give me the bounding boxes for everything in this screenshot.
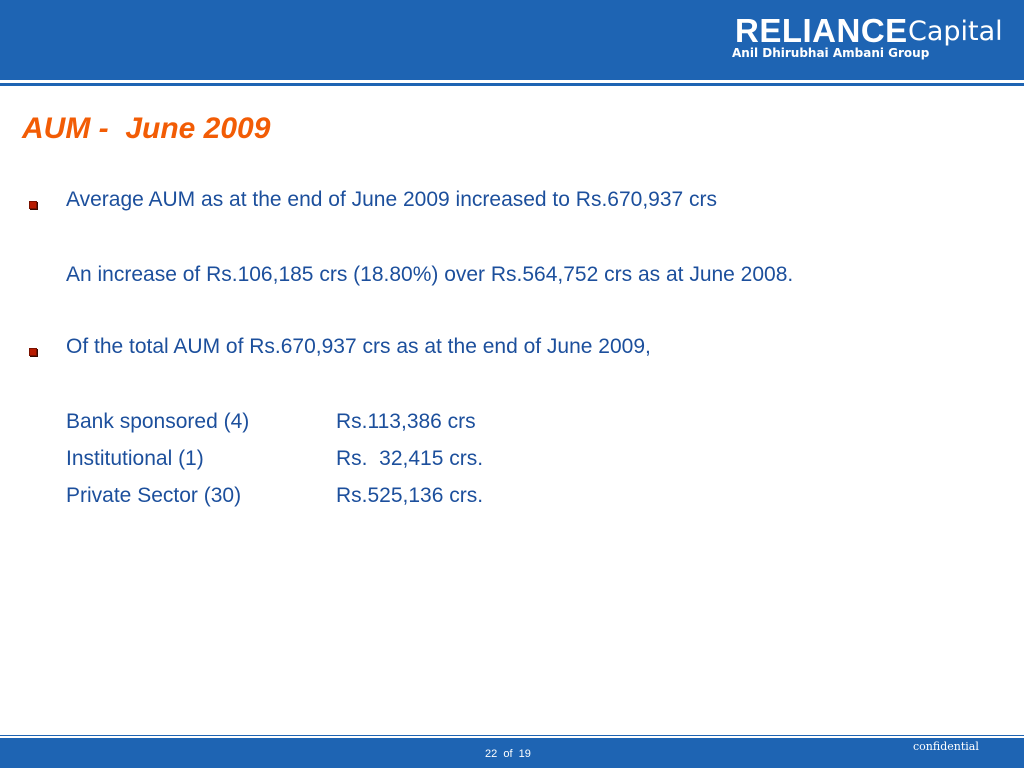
slide-title: AUM - June 2009 [22,112,271,145]
footer-divider [0,735,1024,736]
breakdown-value: Rs.113,386 crs [336,410,476,433]
bullet-subtext: An increase of Rs.106,185 crs (18.80%) over Rs.564,752 crs as at June 2008. [66,263,794,286]
confidential-label: confidential [913,740,979,753]
breakdown-label: Bank sponsored (4) [66,410,250,433]
header-divider [0,83,1024,86]
breakdown-label: Private Sector (30) [66,484,242,507]
bullet-text: Of the total AUM of Rs.670,937 crs as at the end of June 2009, [66,335,651,358]
logo-brand: RELIANCE [735,12,908,49]
bullet-icon [29,201,37,209]
logo-group-name: Anil Dhirubhai Ambani Group [732,46,930,60]
breakdown-value: Rs. 32,415 crs. [336,447,484,470]
bullet-icon [29,348,37,356]
logo-brand-suffix: Capital [908,16,1003,47]
bullet-text: Average AUM as at the end of June 2009 increased to Rs.670,937 crs [66,188,718,211]
page-number: 22 of 19 [485,748,531,760]
breakdown-value: Rs.525,136 crs. [336,484,484,507]
breakdown-label: Institutional (1) [66,447,204,470]
